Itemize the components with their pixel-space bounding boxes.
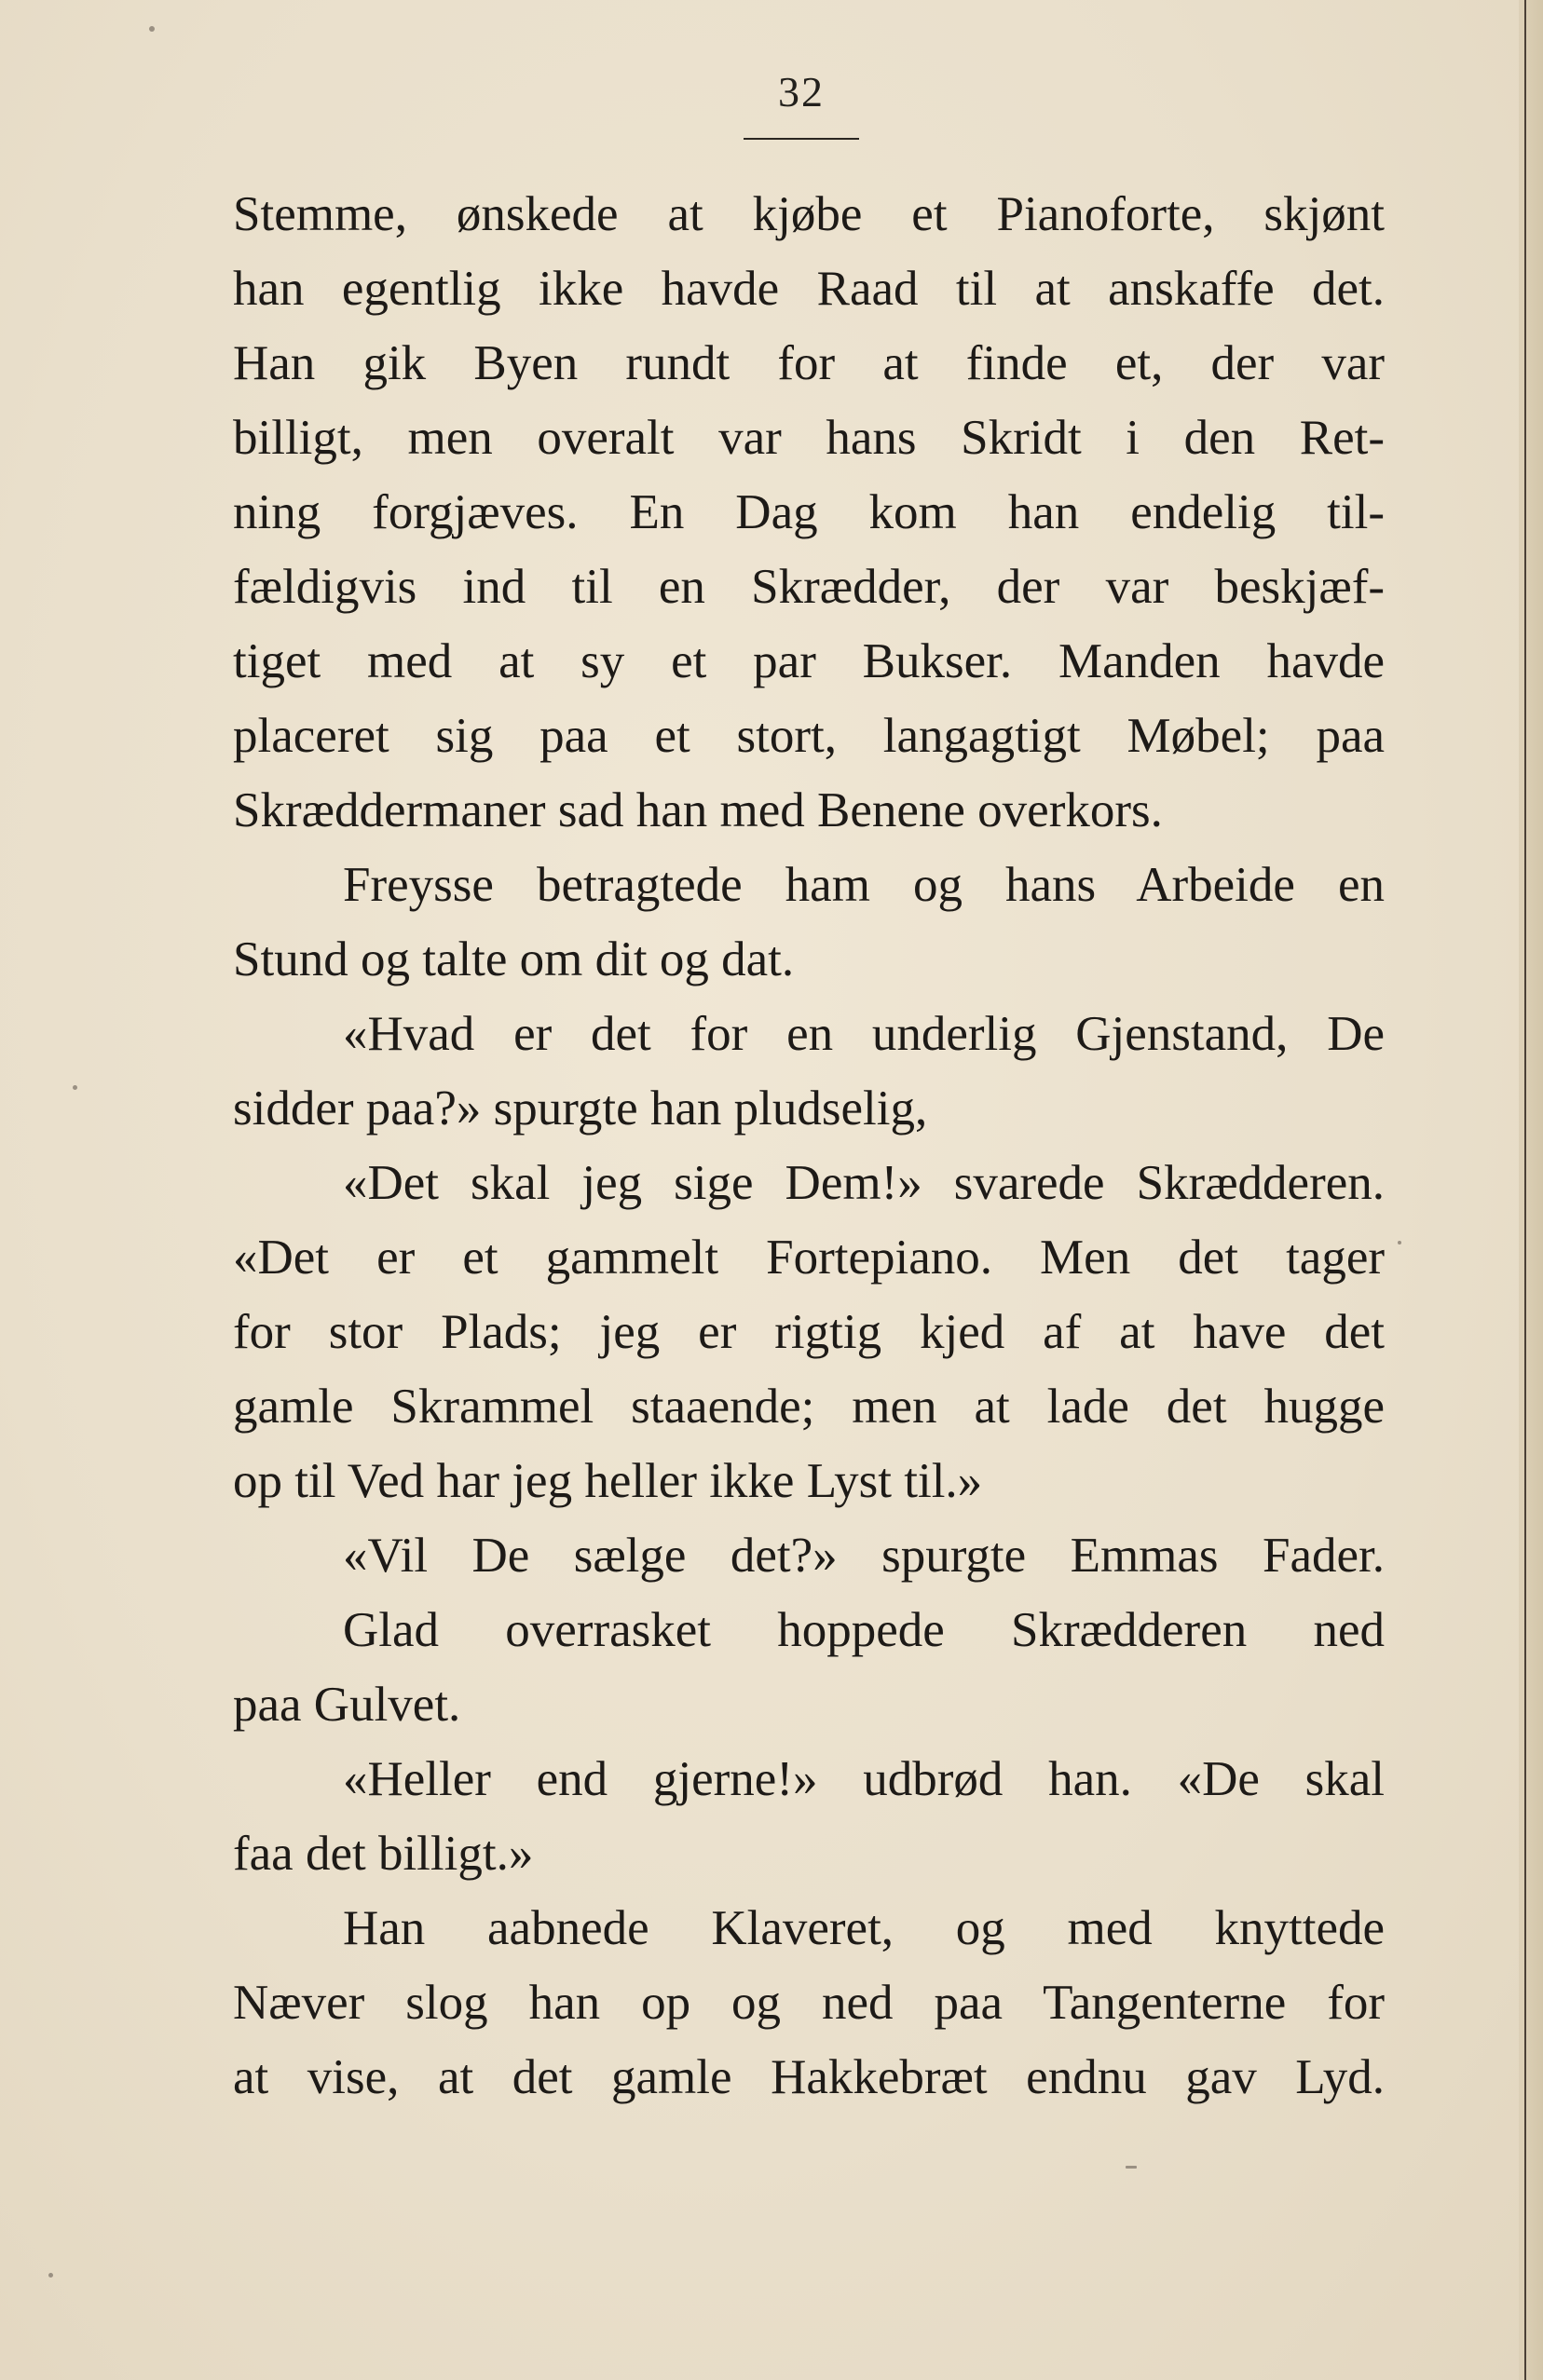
text-line: «Det er et gammelt Fortepiano. Men det tager [233, 1231, 1385, 1285]
text-line: Stemme, ønskede at kjøbe et Pianoforte, skjønt [233, 187, 1385, 241]
paper-speck [149, 26, 155, 32]
text-line: Næver slog han op og ned paa Tangenterne for [233, 1976, 1385, 2030]
paper-speck [73, 1085, 77, 1090]
text-line: Skræddermaner sad han med Benene overkors. [233, 783, 1163, 837]
text-line: ning forgjæves. En Dag kom han endelig til- [233, 485, 1385, 539]
text-line: «Det skal jeg sige Dem!» svarede Skrædderen. [343, 1156, 1385, 1210]
text-line: Han aabnede Klaveret, og med knyttede [343, 1901, 1385, 1955]
text-line: Stund og talte om dit og dat. [233, 932, 795, 986]
text-line: faa det billigt.» [233, 1827, 534, 1881]
paper-speck [1398, 1241, 1401, 1244]
text-line: billigt, men overalt var hans Skridt i den Ret- [233, 411, 1385, 465]
paper-speck [48, 2273, 53, 2278]
text-line: tiget med at sy et par Bukser. Manden havde [233, 634, 1385, 688]
paper-speck [1126, 2166, 1137, 2169]
text-line: for stor Plads; jeg er rigtig kjed af at have det [233, 1305, 1385, 1359]
text-line: fældigvis ind til en Skrædder, der var beskjæf- [233, 560, 1385, 614]
text-line: sidder paa?» spurgte han pludselig, [233, 1081, 928, 1136]
text-line: paa Gulvet. [233, 1678, 461, 1732]
page-number: 32 [778, 68, 825, 116]
text-line: Han gik Byen rundt for at finde et, der var [233, 336, 1385, 390]
text-line: Glad overrasket hoppede Skrædderen ned [343, 1603, 1385, 1657]
text-line: «Heller end gjerne!» udbrød han. «De skal [343, 1752, 1385, 1806]
body-text [233, 177, 1385, 2115]
text-line: at vise, at det gamle Hakkebræt endnu gav Lyd. [233, 2050, 1385, 2104]
text-line: «Hvad er det for en underlig Gjenstand, De [343, 1007, 1385, 1061]
page-number-rule [744, 138, 859, 140]
text-line: placeret sig paa et stort, langagtigt Møbel; paa [233, 709, 1385, 763]
page-edge [1519, 0, 1543, 2380]
text-line: gamle Skrammel staaende; men at lade det hugge [233, 1380, 1385, 1434]
binding-line [1524, 0, 1526, 2380]
text-line: han egentlig ikke havde Raad til at anskaffe det. [233, 262, 1385, 316]
text-line: «Vil De sælge det?» spurgte Emmas Fader. [343, 1529, 1385, 1583]
text-line: op til Ved har jeg heller ikke Lyst til.» [233, 1454, 983, 1508]
text-line: Freysse betragtede ham og hans Arbeide en [343, 858, 1385, 912]
